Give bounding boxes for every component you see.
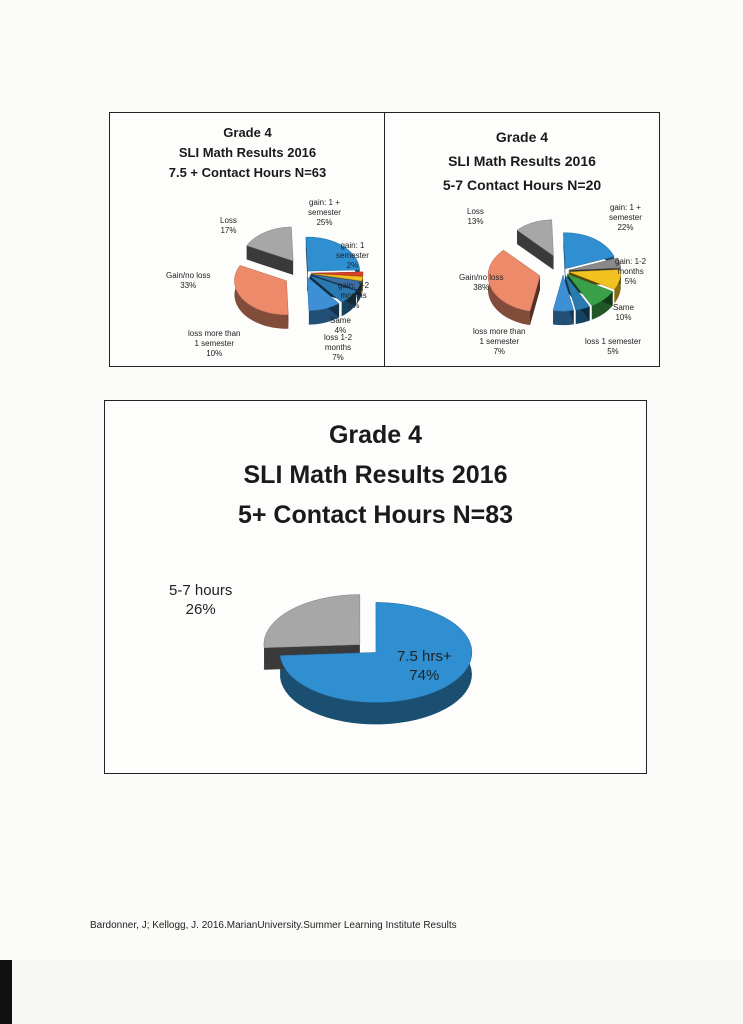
label-gain-1-plus-semester: gain: 1 + semester 25%	[308, 198, 341, 227]
citation: Bardonner, J; Kellogg, J. 2016.MarianUniversity.Summer Learning Institute Results	[90, 920, 457, 931]
chart-subtitle: SLI Math Results 2016	[178, 145, 317, 160]
chart-subtitle: SLI Math Results 2016	[448, 153, 596, 169]
chart-5-plus-hours	[104, 400, 647, 774]
chart-5-7-hours	[384, 112, 660, 367]
chart-title: Grade 4	[223, 125, 272, 140]
label-gain-1-plus-semester: gain: 1 + semester 22%	[609, 203, 642, 232]
label-same: Same 4%	[330, 316, 351, 335]
chart-subtitle-hours: 5-7 Contact Hours N=20	[442, 177, 602, 193]
scan-edge	[0, 960, 12, 1024]
chart-title: Grade 4	[328, 421, 423, 449]
label-5-7-hours: 5-7 hours 26%	[169, 582, 233, 618]
chart-7-5-hours	[109, 112, 386, 367]
label-gain-no-loss: Gain/no loss 38%	[459, 273, 504, 292]
chart-subtitle-hours: 7.5 + Contact Hours N=63	[168, 165, 327, 180]
label-loss-1-semester: loss 1 semester 5%	[585, 337, 642, 356]
label-7-5-hrs-plus: 7.5 hrs+ 74%	[397, 648, 452, 684]
label-loss-more-than-1-semester: loss more than 1 semester 7%	[473, 327, 526, 356]
label-same: Same 10%	[613, 303, 634, 322]
chart-title: Grade 4	[495, 129, 549, 145]
chart-subtitle-hours: 5+ Contact Hours N=83	[237, 501, 514, 529]
pie-slice-5-7-hours	[264, 595, 360, 648]
label-gain-no-loss: Gain/no loss 33%	[166, 271, 211, 290]
label-loss: Loss 13%	[467, 207, 484, 226]
chart-subtitle: SLI Math Results 2016	[243, 461, 508, 489]
label-gain-1-2-months: gain: 1-2 months 2%	[338, 281, 370, 310]
label-gain-1-2-months: gain: 1-2 months 5%	[615, 257, 647, 286]
label-loss: Loss 17%	[220, 216, 237, 235]
label-loss-more-than-1-semester: loss more than 1 semester 10%	[188, 329, 241, 358]
label-gain-1-semester: gain: 1 semester 2%	[336, 241, 369, 270]
label-loss-1-2-months: loss 1-2 months 7%	[324, 333, 353, 362]
